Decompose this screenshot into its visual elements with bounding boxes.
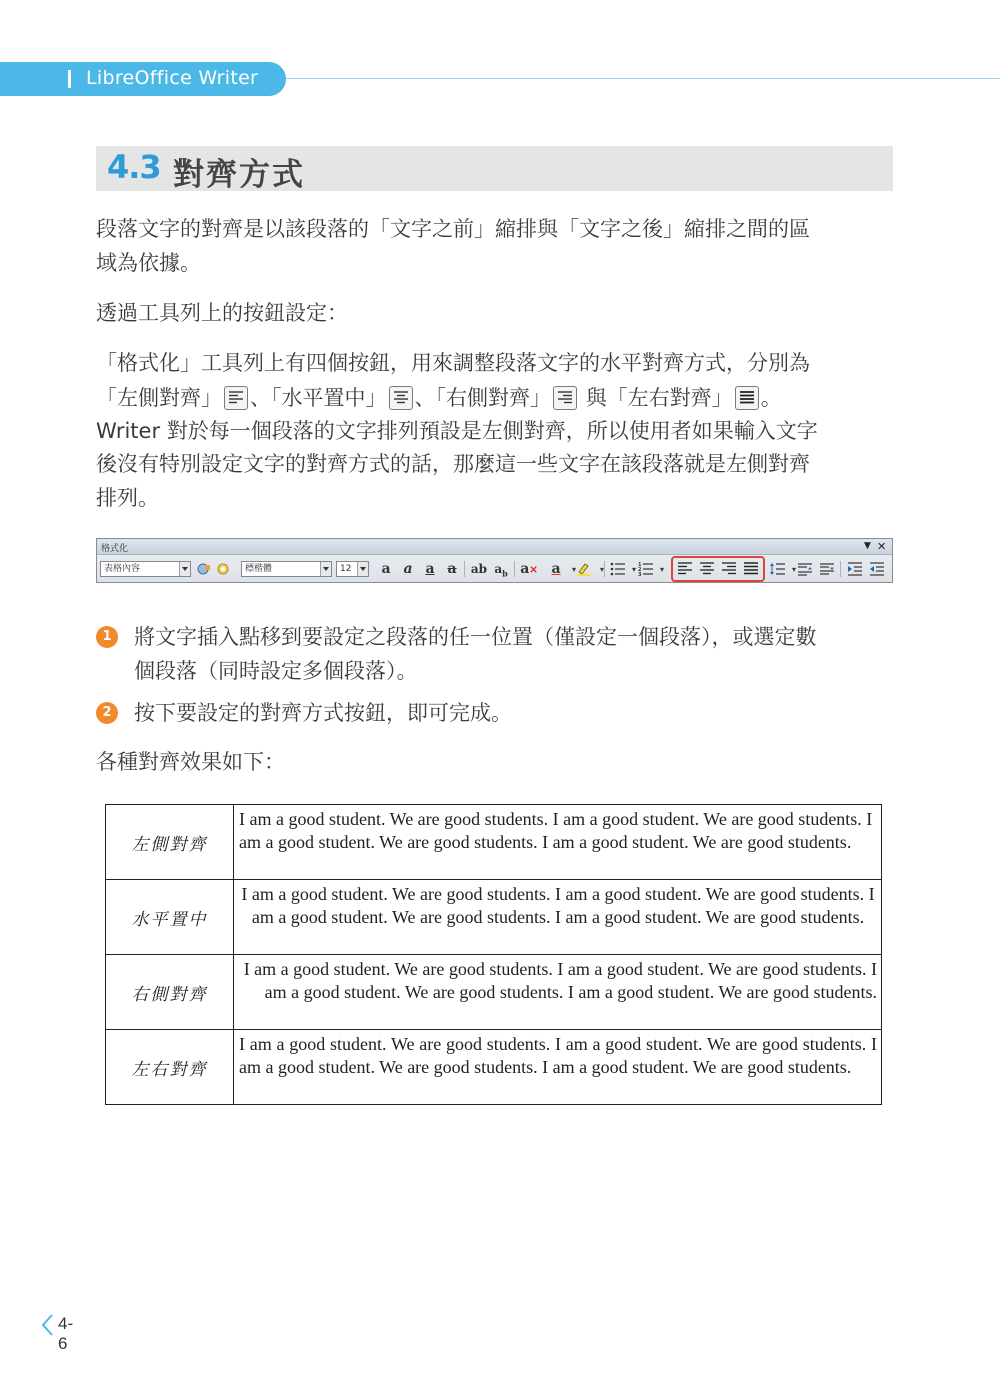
explain-line: 後沒有特別設定文字的對齊方式的話，那麼這一些文字在該段落就是左側對齊 — [96, 452, 810, 476]
chevron-down-icon[interactable]: ▾ — [791, 564, 796, 574]
highlight-icon[interactable] — [575, 560, 593, 578]
running-header-bar — [68, 70, 71, 88]
table-row — [106, 805, 882, 880]
table-row — [106, 955, 882, 1030]
bold-icon[interactable]: a — [381, 561, 391, 577]
sample-text-left: I am a good student. We are good students. I am a good student. We are good students. I am a good student. We are good students. I am a good student. We are good students. — [234, 805, 882, 880]
indent-decrease-icon[interactable] — [868, 560, 886, 578]
chevron-down-icon[interactable]: ▾ — [659, 564, 664, 574]
row-label: 右側對齊 — [106, 955, 234, 1030]
indent-increase-icon[interactable] — [846, 560, 864, 578]
explain-sep: 、 — [250, 386, 271, 410]
font-size-select[interactable] — [336, 561, 369, 577]
toolbar-titlebar — [97, 539, 892, 555]
formatting-toolbar — [96, 538, 893, 583]
page-number-text: 4-6 — [58, 1314, 74, 1353]
styles-icon[interactable] — [195, 560, 213, 578]
running-title: LibreOffice Writer — [86, 67, 259, 89]
chevron-down-icon[interactable] — [179, 562, 190, 576]
row-label: 左側對齊 — [106, 805, 234, 880]
center-align-label: 「水平置中」 — [271, 386, 387, 410]
align-center-icon — [389, 386, 413, 410]
toolbar-title: 格式化 — [101, 544, 129, 554]
explain-line: 排列。 — [96, 486, 159, 510]
table-row — [106, 1030, 882, 1105]
underline-icon[interactable]: a — [425, 561, 435, 577]
toolbar-menu-icon[interactable]: ▼ — [864, 541, 871, 551]
font-name-select[interactable] — [241, 561, 332, 577]
alignment-effects-table — [105, 804, 882, 1105]
section-title: 對齊方式 — [173, 157, 305, 193]
align-right-icon — [553, 386, 577, 410]
paragraph-style-value: 表格內容 — [104, 564, 141, 574]
effects-heading: 各種對齊效果如下： — [96, 750, 285, 774]
svg-text:3: 3 — [638, 572, 642, 576]
chevron-down-icon[interactable]: ▾ — [571, 564, 576, 574]
step-line: 按下要設定的對齊方式按鈕，即可完成。 — [134, 701, 512, 725]
chevron-left-icon — [40, 1313, 54, 1337]
chevron-down-icon[interactable]: ▾ — [599, 564, 604, 574]
intro-paragraph — [96, 212, 896, 280]
para-spacing-increase-icon[interactable] — [796, 560, 814, 578]
chevron-down-icon[interactable] — [320, 562, 331, 576]
alignment-buttons-highlight — [671, 556, 765, 582]
italic-icon[interactable]: a — [403, 561, 413, 577]
font-name-value: 標楷體 — [245, 564, 273, 574]
left-align-label: 「左側對齊」 — [96, 386, 222, 410]
close-icon[interactable]: ✕ — [877, 540, 887, 553]
subscript-icon[interactable]: $a_b$ — [494, 562, 508, 579]
para-spacing-decrease-icon[interactable] — [818, 560, 836, 578]
sample-text-center: I am a good student. We are good students. I am a good student. We are good students. I am a good student. We are good students. I am a good student. We are good students. — [234, 880, 882, 955]
explain-icons-line — [96, 380, 896, 416]
toolbar-divider — [840, 561, 841, 577]
step-badge: 1 — [96, 626, 118, 648]
superscript-icon[interactable]: ab — [470, 562, 488, 576]
step-line: 將文字插入點移到要設定之段落的任一位置（僅設定一個段落），或選定數 — [134, 625, 817, 649]
explain-end: 。 — [760, 386, 782, 410]
explain-paragraph — [96, 346, 896, 514]
step-badge: 2 — [96, 702, 118, 724]
align-left-icon — [224, 386, 248, 410]
clear-format-icon[interactable]: a✕ — [520, 561, 538, 577]
font-color-icon[interactable]: a — [551, 561, 561, 577]
table-row — [106, 880, 882, 955]
intro-line: 段落文字的對齊是以該段落的「文字之前」縮排與「文字之後」縮排之間的區 — [96, 217, 810, 241]
explain-line: 「格式化」工具列上有四個按鈕，用來調整段落文字的水平對齊方式，分別為 — [96, 351, 810, 375]
step-text — [134, 696, 512, 730]
explain-line: Writer 對於每一個段落的文字排列預設是左側對齊，所以使用者如果輸入文字 — [96, 419, 818, 443]
sample-text-right: I am a good student. We are good students. I am a good student. We are good students. I am a good student. We are good students. I am a good student. We are good students. — [234, 955, 882, 1030]
explain-sep: 、 — [414, 386, 436, 410]
toolbar-divider — [464, 561, 465, 577]
new-style-icon[interactable] — [215, 560, 233, 578]
chevron-down-icon[interactable]: ▾ — [631, 564, 636, 574]
toolbar-note: 透過工具列上的按鈕設定： — [96, 301, 348, 325]
row-label: 水平置中 — [106, 880, 234, 955]
running-header-line — [286, 78, 1000, 79]
chevron-down-icon[interactable] — [357, 562, 368, 576]
svg-text:2: 2 — [638, 567, 642, 573]
intro-line: 域為依據。 — [96, 251, 201, 275]
step-line: 個段落（同時設定多個段落）。 — [134, 659, 418, 683]
step-text — [134, 620, 817, 688]
running-header — [0, 62, 1000, 98]
strikethrough-icon[interactable]: a — [447, 561, 457, 577]
section-heading — [96, 146, 893, 191]
paragraph-style-select[interactable] — [100, 561, 191, 577]
toolbar-divider — [514, 561, 515, 577]
svg-text:1: 1 — [638, 562, 642, 568]
right-align-label: 「右側對齊」 — [435, 386, 551, 410]
row-label: 左右對齊 — [106, 1030, 234, 1105]
font-size-value: 12 — [340, 564, 352, 574]
justify-label: 與「左右對齊」 — [585, 386, 733, 410]
toolbar-divider — [604, 561, 605, 577]
sample-text-justify: I am a good student. We are good students. I am a good student. We are good students. I am a good student. We are good students. I am a good student. We are good students. — [234, 1030, 882, 1105]
section-number: 4.3 — [107, 148, 161, 186]
align-justify-icon — [735, 386, 759, 410]
